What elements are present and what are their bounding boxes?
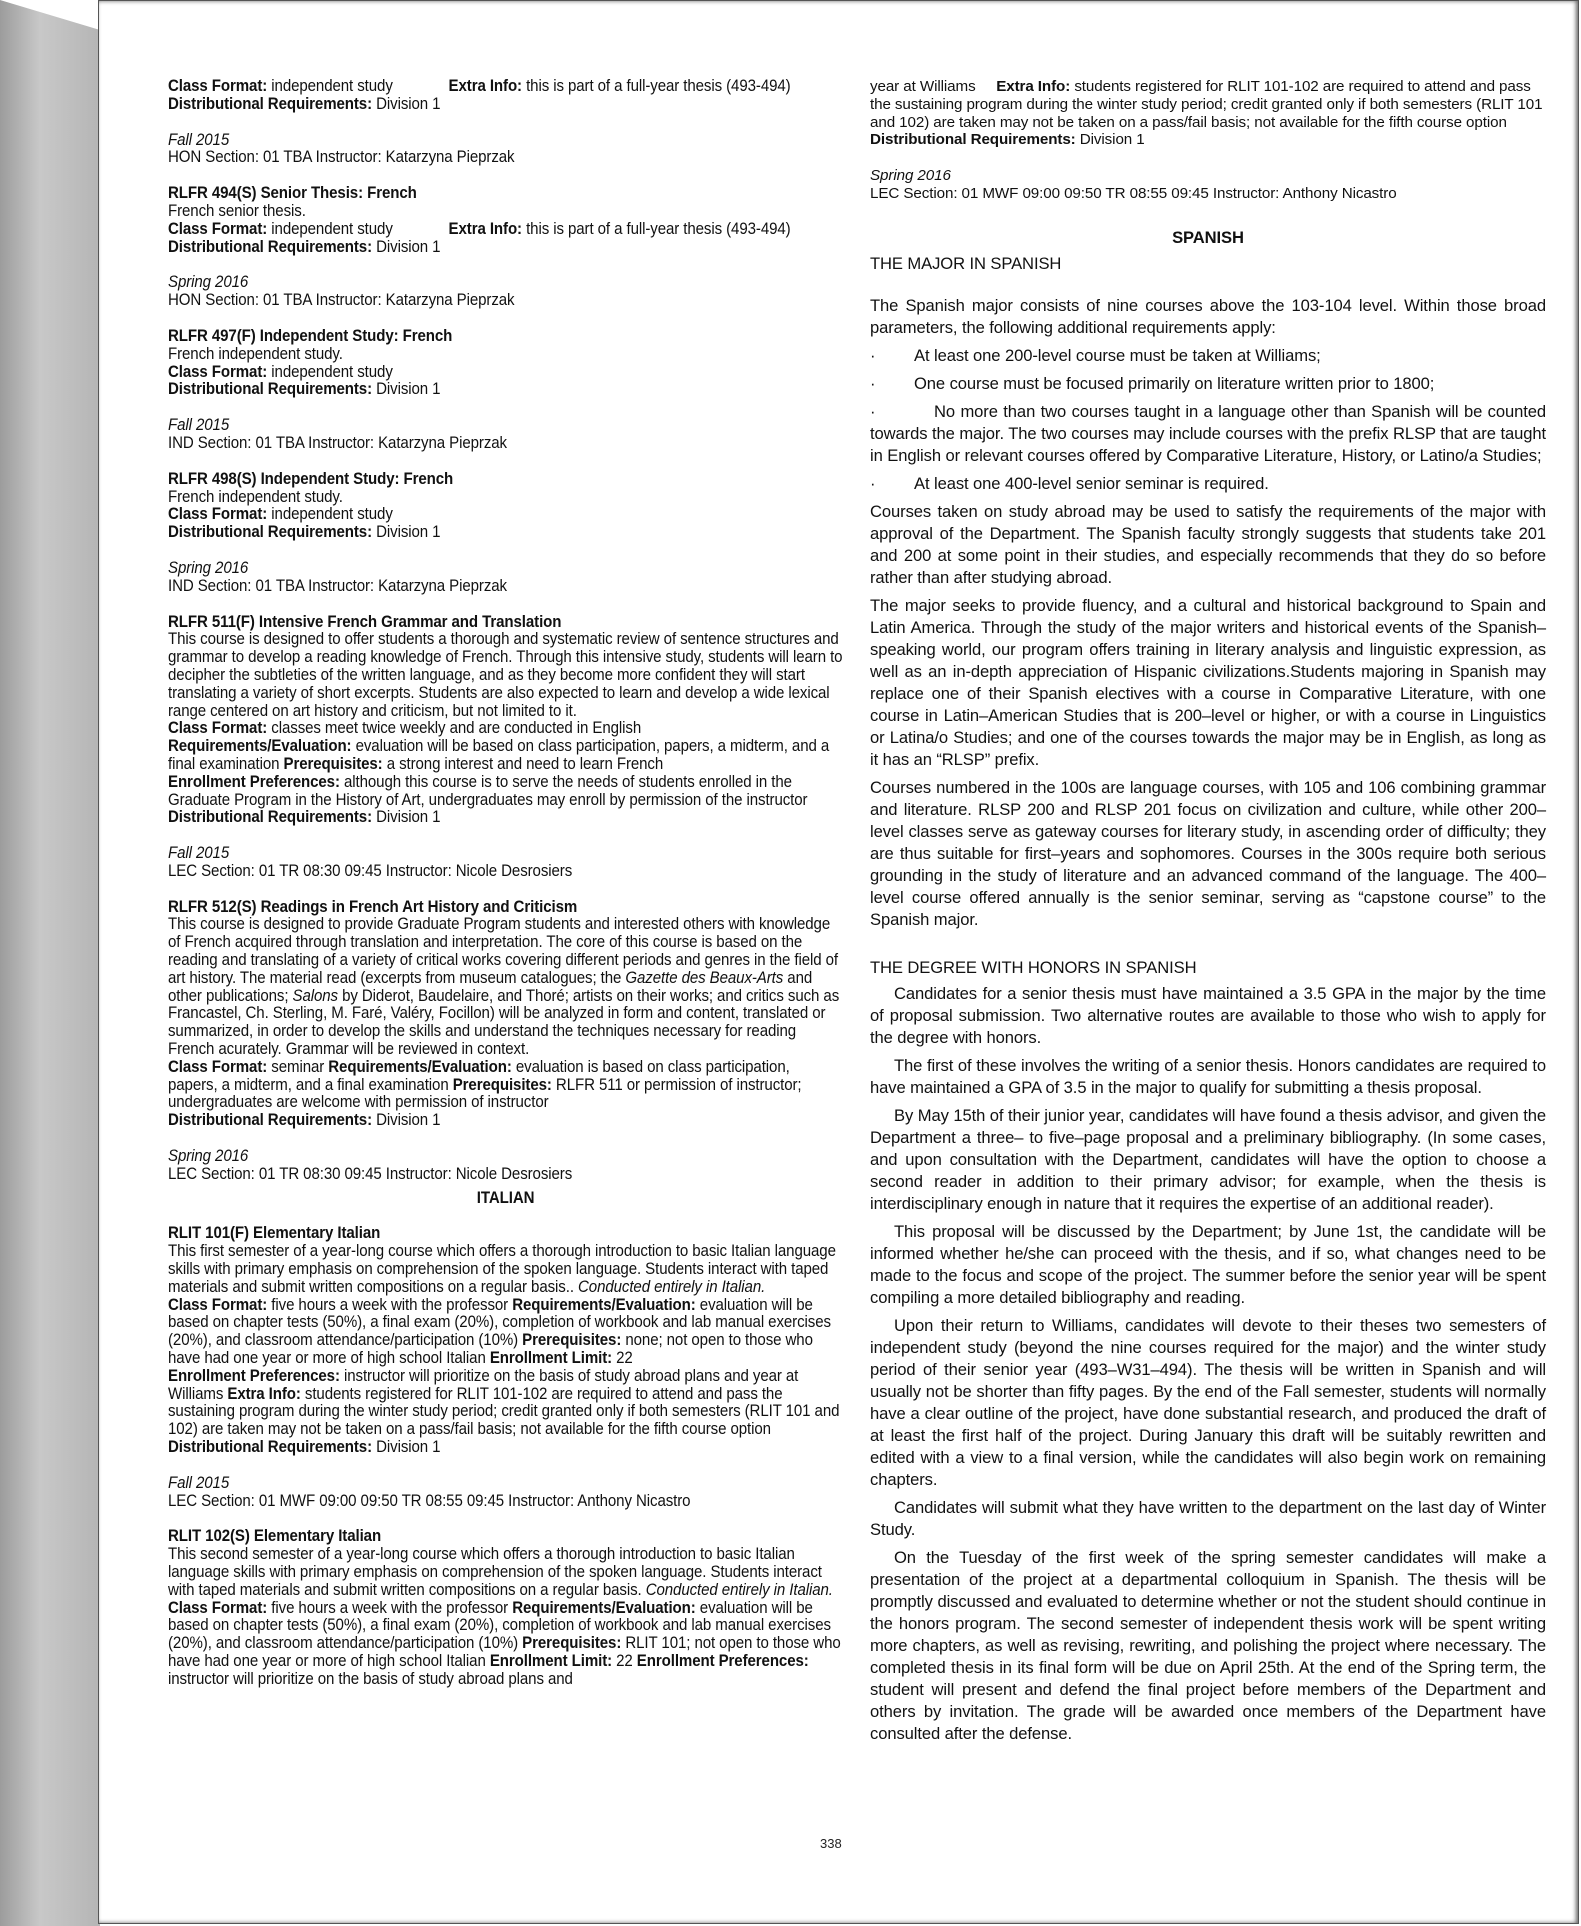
bullet-mark: · xyxy=(870,401,876,421)
class-format: independent study xyxy=(271,505,393,524)
section-line: HON Section: 01 TBA Instructor: Katarzyna Pieprzak xyxy=(168,291,515,310)
label: Class Format: xyxy=(168,1598,268,1617)
label: Distributional Requirements: xyxy=(168,94,373,113)
label: Class Format: xyxy=(168,1295,268,1314)
course-title: RLIT 101(F) Elementary Italian xyxy=(168,1224,381,1243)
prerequisites: none; not open to those who have had one year or more of high school Italian xyxy=(168,1331,813,1368)
course-title: RLFR 498(S) Independent Study: French xyxy=(168,469,454,488)
section-line: LEC Section: 01 TR 08:30 09:45 Instructor: Nicole Desrosiers xyxy=(168,861,573,880)
label: Requirements/Evaluation: xyxy=(512,1295,696,1314)
section-line: IND Section: 01 TBA Instructor: Katarzyna Pieprzak xyxy=(168,576,507,595)
distribution: Division 1 xyxy=(376,1111,441,1130)
paragraph: The major seeks to provide fluency, and a cultural and historical background to Spain and Latin America. Through the study of the major writers and historical events of the Spanish–speaking world, our program offers training in literary analysis and linguistic expression, as well as an in-depth appreciation of Hispanic civilizations.Students majoring in Spanish may replace one of their Spanish electives with a course in Comparative Literature, with one course in Latin–American Studies that is 200–level or higher, or with a course in Linguistics or Latina/o Studies; and one of the courses towards the major may be in English, as long as it has an “RLSP” prefix. xyxy=(870,595,1546,769)
right-column xyxy=(870,78,1546,1751)
description-italic: Conducted entirely in Italian. xyxy=(645,1580,833,1599)
class-format: seminar xyxy=(271,1057,325,1076)
enrollment-preferences: instructor will prioritize on the basis of study abroad plans and year at Williams xyxy=(168,1366,799,1403)
paragraph: Upon their return to Williams, candidates will devote to their theses two semesters of independent study (beyond the nine courses required for the major) and the winter study period of their senior year (493–W31–494). The thesis will be written in Spanish and will usually not be shorter than fifty pages. By the end of the Fall semester, students will normally have a clear outline of the project, have done substantial research, and produced the draft of at least the first half of the project. During January this draft will be suitably rewritten and edited with a view to a final version, while the candidates will also begin work on remaining chapters. xyxy=(870,1315,1546,1489)
bullet-text: At least one 400-level senior seminar is required. xyxy=(914,473,1269,493)
distribution: Division 1 xyxy=(1079,131,1145,149)
label: Class Format: xyxy=(168,219,268,238)
section-line: LEC Section: 01 MWF 09:00 09:50 TR 08:55 09:45 Instructor: Anthony Nicastro xyxy=(870,184,1397,202)
bullet-text: No more than two courses taught in a language other than Spanish will be counted towards the major. The two courses may include courses with the prefix RLSP that are taught in English or relevant courses offered by Comparative Literature, History, or Latino/a Studies; xyxy=(870,401,1546,465)
paragraph: Candidates for a senior thesis must have maintained a 3.5 GPA in the major by the time of proposal submission. Two alternative routes are available to those who wish to apply for the degree with honors. xyxy=(870,983,1546,1047)
distribution: Division 1 xyxy=(376,808,441,827)
section-line: LEC Section: 01 MWF 09:00 09:50 TR 08:55 09:45 Instructor: Anthony Nicastro xyxy=(168,1491,691,1510)
distribution: Division 1 xyxy=(376,237,441,256)
requirements: evaluation will be based on class participation, papers, a midterm, and a final examination xyxy=(168,737,830,773)
bullet-item xyxy=(870,401,1546,467)
bullet-mark: · xyxy=(870,473,876,493)
paragraph: The first of these involves the writing of a senior thesis. Honors candidates are required to have maintained a GPA of 3.5 in the major to qualify for submitting a thesis proposal. xyxy=(870,1055,1546,1097)
description-text: This course is designed to provide Graduate Program students and interested others with knowledge of French acquired through translation and interpretation. The core of this course is based on the reading and translating of a variety of critical works covering different periods and genres in the field of art history. The material read (excerpts from museum catalogues; the xyxy=(168,915,839,987)
description-italic: Gazette des Beaux-Arts xyxy=(625,968,784,987)
paragraph: This proposal will be discussed by the Department; by June 1st, the candidate will be informed whether he/she can proceed with the thesis, and if so, what changes need to be made to the focus and scope of the project. The summer before the senior year will be spent compiling a more detailed bibliography and reading. xyxy=(870,1221,1546,1307)
bullet-text: One course must be focused primarily on literature written prior to 1800; xyxy=(914,373,1435,393)
course-description xyxy=(168,916,843,1058)
course-block-rlfr-498 xyxy=(168,471,843,596)
distribution: Division 1 xyxy=(376,523,441,542)
distribution: Division 1 xyxy=(376,380,441,399)
course-block-rlit-102 xyxy=(168,1528,843,1688)
requirements: evaluation will be based on chapter tests (50%), a final exam (20%), completion of workbook and lab manual exercises (20%), and classroom attendance/participation (10%) xyxy=(168,1598,831,1653)
label: Enrollment Preferences: xyxy=(636,1651,809,1670)
class-format: five hours a week with the professor xyxy=(271,1598,509,1617)
class-format: classes meet twice weekly and are conducted in English xyxy=(271,719,642,738)
term: Fall 2015 xyxy=(168,844,230,863)
course-title: RLFR 512(S) Readings in French Art History and Criticism xyxy=(168,897,578,916)
term: Fall 2015 xyxy=(168,416,230,435)
label: Enrollment Limit: xyxy=(489,1349,613,1368)
description-text: This second semester of a year-long course which offers a thorough introduction to basic Italian language skills with primary emphasis on comprehension of the spoken language. Students interact with taped materials and submit written compositions on a regular basis. xyxy=(168,1545,822,1599)
section-line: IND Section: 01 TBA Instructor: Katarzyna Pieprzak xyxy=(168,433,507,452)
description-text: and other publications; xyxy=(168,968,813,1005)
description-italic: Conducted entirely in Italian. xyxy=(578,1277,766,1296)
extra-info: this is part of a full-year thesis (493-494) xyxy=(526,219,791,238)
requirements: evaluation is based on class participation, papers, a midterm, and a final examination xyxy=(168,1057,790,1094)
label: Requirements/Evaluation: xyxy=(168,737,352,756)
label: Enrollment Preferences: xyxy=(168,1366,340,1385)
extra-info: students registered for RLIT 101-102 are required to attend and pass the sustaining program during the winter study period; credit granted only if both semesters (RLIT 101 and 102) are taken may not be taken on a pass/fail basis; not available for the fifth course option xyxy=(870,78,1543,131)
label: Class Format: xyxy=(168,719,268,738)
label: Enrollment Limit: xyxy=(489,1651,613,1670)
course-block-rlfr-511 xyxy=(168,614,843,881)
label: Extra Info: xyxy=(227,1384,301,1403)
page-number: 338 xyxy=(820,1836,842,1851)
book-spine xyxy=(0,0,100,1926)
section-line: HON Section: 01 TBA Instructor: Katarzyna Pieprzak xyxy=(168,148,515,167)
enrollment-limit: 22 xyxy=(616,1651,633,1670)
label: Distributional Requirements: xyxy=(168,1438,373,1456)
course-title: RLFR 494(S) Senior Thesis: French xyxy=(168,184,417,203)
extra-info: students registered for RLIT 101-102 are required to attend and pass the sustaining program during the winter study period; credit granted only if both semesters (RLIT 101 and 102) are taken may not be taken on a pass/fail basis; not available for the fifth course option xyxy=(168,1384,840,1439)
label: Prerequisites: xyxy=(283,754,383,773)
paragraph: On the Tuesday of the first week of the spring semester candidates will make a presentation of the project at a departmental colloquium in Spanish. The thesis will be promptly discussed and evaluated to determine whether or not the student should continue in the honors program. The second semester of independent thesis work will be spent writing more chapters, as well as revising, rewriting, and polishing the project where necessary. The completed thesis in its final form will be due on April 25th. At the end of the Spring term, the student will present and defend the final project before members of the Department and others by invitation. The grade will be awarded once members of the Department have consulted after the defense. xyxy=(870,1547,1546,1743)
course-block-rlfr-493-tail xyxy=(168,78,843,167)
course-block-rlit-101 xyxy=(168,1225,843,1510)
subheading-honors: THE DEGREE WITH HONORS IN SPANISH xyxy=(870,957,1197,977)
course-block-rlit-102-cont xyxy=(870,78,1546,203)
prerequisites: RLFR 511 or permission of instructor; undergraduates are welcome with permission of instructor xyxy=(168,1075,802,1112)
term: Fall 2015 xyxy=(168,130,230,149)
section-heading-italian: ITALIAN xyxy=(476,1188,535,1207)
paragraph: Candidates will submit what they have written to the department on the last day of Winter Study. xyxy=(870,1497,1546,1539)
description-text: by Diderot, Baudelaire, and Thoré; artists on their works; and critics such as Francastel, Ch. Sterling, M. Faré, Valéry, Focillon) will be analyzed in form and content, translated or summarized, in order to develop the skills and understand the techniques necessary for reading French acurately. Grammar will be reviewed in context. xyxy=(168,986,840,1059)
course-description: This course is designed to offer students a thorough and systematic review of sentence structures and grammar to develop a reading knowledge of French. Through this intensive study, students will learn to decipher the subtleties of the written language, and as they become more confident they will start translating a variety of short excerpts. Students are also expected to learn and develop a wide lexical range centered on art history and criticism, but not limited to it. xyxy=(168,630,843,720)
course-description: French independent study. xyxy=(168,344,343,363)
subheading-major: THE MAJOR IN SPANISH xyxy=(870,253,1062,273)
term: Spring 2016 xyxy=(870,167,951,185)
label: Distributional Requirements: xyxy=(168,380,373,399)
prerequisites: a strong interest and need to learn French xyxy=(386,754,664,773)
paragraph: By May 15th of their junior year, candidates will have found a thesis advisor, and given the Department a three– to five–page proposal and a preliminary bibliography. (In some cases, and upon consultation with the Department, candidates will have the option to choose a second reader in addition to their primary advisor; for example, when the thesis is interdisciplinary enough in nature that it requires the expertise of an additional reader). xyxy=(870,1105,1546,1213)
label: Distributional Requirements: xyxy=(168,1111,373,1130)
paragraph: Courses taken on study abroad may be used to satisfy the requirements of the major with approval of the Department. The Spanish faculty strongly suggests that students take 201 and 200 at some point in their studies, and especially recommends that they do so before rather than after studying abroad. xyxy=(870,501,1546,587)
enrollment-continued: year at Williams xyxy=(870,78,976,95)
label: Requirements/Evaluation: xyxy=(328,1057,512,1076)
course-block-rlfr-497 xyxy=(168,328,843,453)
bullet-item xyxy=(870,473,1546,495)
bullet-item xyxy=(870,345,1546,367)
label: Class Format: xyxy=(168,1057,268,1076)
bullet-mark: · xyxy=(870,345,876,365)
class-format: independent study xyxy=(271,77,393,95)
label: Prerequisites: xyxy=(452,1075,552,1094)
term: Spring 2016 xyxy=(168,1147,249,1166)
course-title: RLIT 102(S) Elementary Italian xyxy=(168,1527,382,1546)
course-description: French independent study. xyxy=(168,487,343,506)
distribution: Division 1 xyxy=(376,94,441,113)
label: Distributional Requirements: xyxy=(168,237,373,256)
label: Enrollment Preferences: xyxy=(168,772,340,791)
label: Distributional Requirements: xyxy=(168,523,373,542)
enrollment-preferences: although this course is to serve the needs of students enrolled in the Graduate Program in the History of Art, undergraduates may enroll by permission of the instructor xyxy=(168,772,808,809)
term: Fall 2015 xyxy=(168,1473,230,1492)
distribution: Division 1 xyxy=(376,1438,441,1456)
label: Extra Info: xyxy=(448,219,522,238)
label: Distributional Requirements: xyxy=(168,808,373,827)
description-text: This first semester of a year-long course which offers a thorough introduction to basic Italian language skills with primary emphasis on comprehension of the spoken language. Students interact with taped materials and submit written compositions on a regular basis.. xyxy=(168,1242,836,1296)
section-line: LEC Section: 01 TR 08:30 09:45 Instructor: Nicole Desrosiers xyxy=(168,1164,573,1183)
label: Class Format: xyxy=(168,362,268,381)
label: Class Format: xyxy=(168,77,268,95)
course-title: RLFR 511(F) Intensive French Grammar and Translation xyxy=(168,612,562,631)
course-description xyxy=(168,1243,843,1296)
paragraph: The Spanish major consists of nine courses above the 103-104 level. Within those broad parameters, the following additional requirements apply: xyxy=(870,295,1546,337)
bullet-item xyxy=(870,373,1546,395)
class-format: five hours a week with the professor xyxy=(271,1295,509,1314)
course-block-rlfr-494 xyxy=(168,185,843,310)
label: Prerequisites: xyxy=(522,1331,622,1350)
label: Extra Info: xyxy=(996,78,1071,95)
course-description xyxy=(168,1546,843,1599)
paragraph: Courses numbered in the 100s are language courses, with 105 and 106 combining grammar and literature. RLSP 200 and RLSP 201 focus on civilization and culture, while other 200–level classes serve as gateway courses for literary study, in ascending order of difficulty; they are thus suitable for first–years and sophomores. Courses in the 300s require both serious grounding in the study of literature and an advanced command of the language. The 400–level course offered annually is the senior seminar, serving as “capstone course” to the Spanish major. xyxy=(870,777,1546,929)
label: Class Format: xyxy=(168,505,268,524)
description-italic: Salons xyxy=(292,986,339,1005)
term: Spring 2016 xyxy=(168,558,249,577)
extra-info: this is part of a full-year thesis (493-494) xyxy=(526,77,791,95)
course-description: French senior thesis. xyxy=(168,201,306,220)
course-block-rlfr-512 xyxy=(168,899,843,1184)
enrollment-limit: 22 xyxy=(616,1349,633,1368)
class-format: independent study xyxy=(271,362,393,381)
left-column xyxy=(168,77,843,1689)
course-title: RLFR 497(F) Independent Study: French xyxy=(168,326,453,345)
section-heading-spanish: SPANISH xyxy=(1172,227,1244,247)
label: Prerequisites: xyxy=(522,1634,622,1653)
enrollment-preferences: instructor will prioritize on the basis of study abroad plans and xyxy=(168,1669,573,1688)
term: Spring 2016 xyxy=(168,273,249,292)
bullet-mark: · xyxy=(870,373,876,393)
label: Extra Info: xyxy=(448,77,522,95)
requirements: evaluation will be based on chapter tests (50%), a final exam (20%), completion of workbook and lab manual exercises (20%), and classroom attendance/participation (10%) xyxy=(168,1295,831,1350)
bullet-text: At least one 200-level course must be taken at Williams; xyxy=(914,345,1321,365)
prerequisites: RLIT 101; not open to those who have had one year or more of high school Italian xyxy=(168,1634,841,1670)
label: Distributional Requirements: xyxy=(870,131,1076,149)
class-format: independent study xyxy=(271,219,393,238)
label: Requirements/Evaluation: xyxy=(512,1598,696,1617)
